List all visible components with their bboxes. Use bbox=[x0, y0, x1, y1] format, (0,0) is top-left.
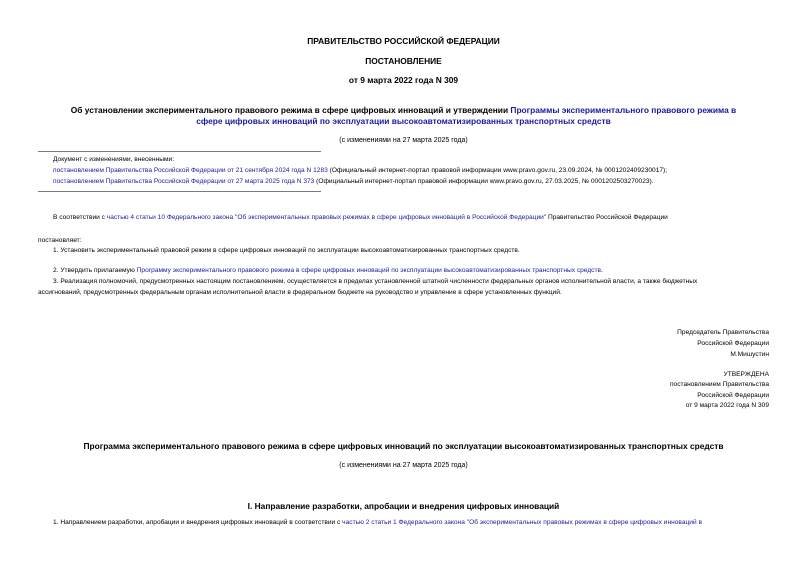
paragraph-3-line2: ассигнований, предусмотренных федеральным органам исполнительной власти в федеральном бюджете на руководство и управление в сфере установленных функций. bbox=[38, 289, 562, 296]
change-item-1 bbox=[53, 166, 667, 176]
signature-title: Председатель Правительства bbox=[677, 329, 769, 336]
change-item-2-source: (Официальный интернет-портал правовой информации www.pravo.gov.ru, 27.03.2025, № 0001202503270023). bbox=[314, 178, 654, 185]
program-amendment-note: (с изменениями на 27 марта 2025 года) bbox=[339, 462, 468, 469]
law-article-link[interactable]: частью 4 статьи 10 Федерального закона "Об экспериментальных правовых режимах в сфере цифровых инноваций в Российской Федерации" bbox=[106, 214, 547, 221]
document-type: ПОСТАНОВЛЕНИЕ bbox=[365, 56, 442, 66]
paragraph-2-text: 2. Утвердить прилагаемую bbox=[53, 267, 137, 274]
paragraph-1: 1. Установить экспериментальный правовой режим в сфере цифровых инноваций по эксплуатации высокоавтоматизированных транспортных средств. bbox=[53, 247, 520, 254]
program-title-link[interactable]: Программы экспериментального правового режима в bbox=[510, 105, 737, 115]
divider-top bbox=[38, 151, 321, 152]
amendment-note: (с изменениями на 27 марта 2025 года) bbox=[339, 137, 468, 144]
signature-name: М.Мишустин bbox=[730, 351, 769, 358]
intro-text-a: В соответствии с bbox=[53, 214, 107, 221]
change-link-373[interactable]: постановлением Правительства Российской Федерации от 27 марта 2025 года N 373 bbox=[53, 178, 315, 185]
title-plain-text: Об установлении экспериментального правового режима в сфере цифровых инноваций и утверждении bbox=[70, 105, 511, 115]
intro-paragraph bbox=[53, 213, 668, 223]
change-link-1283[interactable]: постановлением Правительства Российской Федерации от 21 сентября 2024 года N 1283 bbox=[53, 167, 328, 174]
approved-country: Российской Федерации bbox=[697, 392, 769, 399]
program-title-link-continued[interactable]: сфере цифровых инноваций по эксплуатации высокоавтоматизированных транспортных средств bbox=[196, 116, 611, 126]
program-title: Программа экспериментального правового режима в сфере цифровых инноваций по эксплуатации высокоавтоматизированных транспортных средств bbox=[83, 441, 724, 451]
paragraph-3-line1: 3. Реализация полномочий, предусмотренных настоящим постановлением, осуществляется в пределах установленной штатной численности федеральных органов исполнительной власти, а также бюджетных bbox=[53, 278, 698, 285]
government-heading: ПРАВИТЕЛЬСТВО РОССИЙСКОЙ ФЕДЕРАЦИИ bbox=[307, 36, 500, 46]
intro-text-b: Правительство Российской Федерации bbox=[546, 214, 668, 221]
change-item-2 bbox=[53, 177, 654, 187]
approved-date: от 9 марта 2022 года N 309 bbox=[685, 402, 769, 409]
section-1-paragraph-1-text: 1. Направлением разработки, апробации и внедрения цифровых инноваций в соответствии с bbox=[53, 519, 343, 526]
decrees-word: постановляет: bbox=[38, 237, 82, 244]
approved-by: постановлением Правительства bbox=[669, 381, 769, 388]
divider-bottom bbox=[38, 191, 321, 192]
document-title-line1 bbox=[0, 105, 807, 115]
program-link[interactable]: Программу экспериментального правового режима в сфере цифровых инноваций по эксплуатации высокоавтоматизированных транспортных средств bbox=[136, 267, 601, 274]
signature-country: Российской Федерации bbox=[697, 340, 769, 347]
change-item-1-source: (Официальный интернет-портал правовой информации www.pravo.gov.ru, 23.09.2024, № 0001202409230017); bbox=[327, 167, 668, 174]
paragraph-2 bbox=[53, 266, 603, 276]
approved-label: УТВЕРЖДЕНА bbox=[723, 371, 769, 378]
section-1-heading: I. Направление разработки, апробации и внедрения цифровых инноваций bbox=[247, 501, 560, 511]
changes-heading: Документ с изменениями, внесенными: bbox=[53, 156, 175, 163]
document-date: от 9 марта 2022 года N 309 bbox=[348, 75, 459, 85]
law-article-2-link[interactable]: частью 2 статьи 1 Федерального закона "Об экспериментальных правовых режимах в сфере цифровых инноваций в bbox=[342, 519, 703, 526]
section-1-paragraph-1 bbox=[53, 518, 702, 528]
paragraph-2-end: . bbox=[600, 267, 603, 274]
